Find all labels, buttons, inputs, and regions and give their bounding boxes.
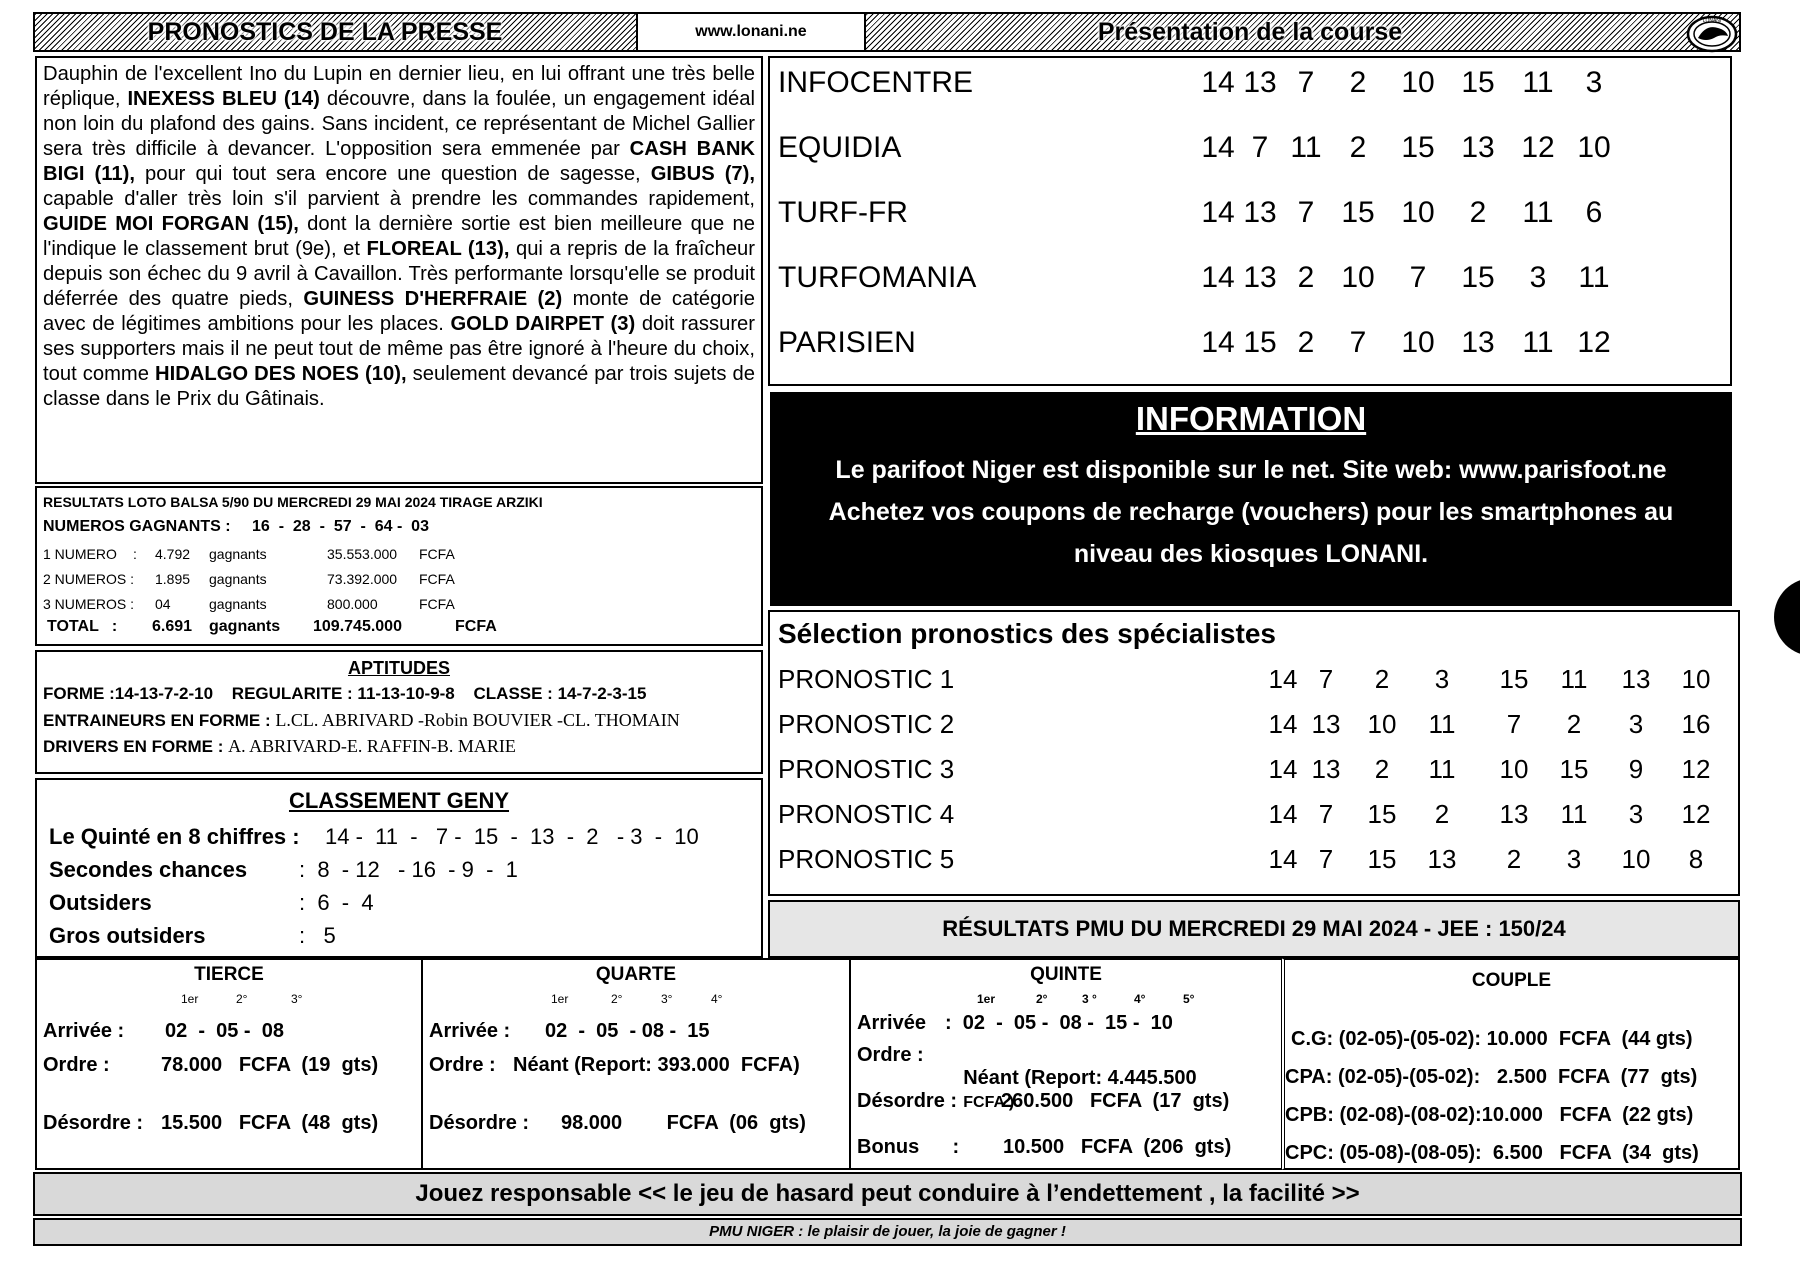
presentation-number: 2	[1297, 261, 1315, 294]
quinte-ordre-currency: FCFA )	[963, 1094, 1015, 1111]
pronostic-number: 8	[1688, 844, 1704, 874]
presentation-number: 10	[1401, 326, 1435, 359]
loto-total-amount: 109.745.000	[313, 618, 402, 635]
pronostics-segment: dont la dernière sortie est bien meilleure que ne l'indique le classement brut (9e), et	[43, 213, 755, 260]
loto-row-amount: 800.000	[327, 596, 378, 612]
pronostic-label: PRONOSTIC 1	[778, 664, 955, 694]
pronostic-number: 3	[1434, 664, 1450, 694]
quinte-rank-4: 4°	[1134, 992, 1146, 1006]
presentation-number: 11	[1522, 326, 1554, 359]
loto-row-label: 3 NUMEROS :	[43, 596, 135, 612]
pronostic-number: 2	[1374, 664, 1390, 694]
presentation-source: TURF-FR	[778, 196, 908, 229]
presentation-number: 11	[1522, 66, 1554, 99]
couple-row-cpa: CPA: (02-05)-(05-02): 2.500 FCFA (77 gts)	[1285, 1066, 1698, 1088]
loto-row-currency: FCFA	[419, 546, 455, 562]
presentation-number: 6	[1585, 196, 1603, 229]
geny-value: : 5	[299, 923, 336, 948]
pronostic-number: 16	[1681, 709, 1711, 739]
drivers-label: DRIVERS EN FORME :	[43, 737, 224, 756]
pronostic-number: 10	[1621, 844, 1651, 874]
pronostics-box	[35, 56, 763, 484]
geny-label: Outsiders	[49, 890, 152, 915]
geny-value: : 6 - 4	[299, 890, 374, 915]
tierce-title: TIERCE	[194, 964, 264, 985]
pronostic-number: 7	[1318, 844, 1334, 874]
geny-label: Secondes chances	[49, 857, 248, 882]
pronostics-segment: doit rassurer ses supporters mais il ne peut tout de même pas être ignoré à l'heure du choix, tout comme	[43, 313, 755, 385]
lonani-logo	[1686, 14, 1738, 54]
quarte-arrivee: 02 - 05 - 08 - 15	[545, 1020, 710, 1042]
loto-results-box	[35, 486, 763, 646]
horse-name: GIBUS (7),	[650, 163, 755, 185]
presentation-source: INFOCENTRE	[778, 66, 973, 99]
pronostic-number: 13	[1499, 799, 1529, 829]
geny-value: 14 - 11 - 7 - 15 - 13 - 2 - 3 - 10	[325, 824, 699, 849]
loto-total-currency: FCFA	[455, 618, 497, 635]
presentation-number: 3	[1529, 261, 1547, 294]
tierce-rank-3: 3°	[291, 992, 303, 1006]
presentation-number: 7	[1409, 261, 1427, 294]
loto-row-amount: 35.553.000	[327, 546, 398, 562]
presentation-number: 2	[1349, 66, 1367, 99]
quarte-ordre-label: Ordre :	[429, 1054, 496, 1076]
presentation-number: 2	[1469, 196, 1487, 229]
presentation-number: 11	[1290, 131, 1322, 164]
quinte-ordre-value: Néant (Report: 4.445.500	[963, 1067, 1197, 1089]
quinte-arrivee-label: Arrivée	[857, 1012, 926, 1034]
tierce-rank-1: 1er	[181, 992, 199, 1006]
header-left-title: PRONOSTICS DE LA PRESSE	[147, 18, 503, 46]
pronostic-number: 12	[1681, 754, 1711, 784]
presentation-number: 14	[1201, 196, 1235, 229]
pronostic-number: 11	[1428, 709, 1456, 739]
classe-label: CLASSE :	[473, 684, 553, 703]
quinte-title: QUINTE	[1030, 964, 1102, 985]
pronostic-number: 2	[1374, 754, 1390, 784]
pronostics-segment: capable d'aller très loin s'il parvient à prendre les commandes rapidement,	[43, 188, 755, 210]
quarte-ordre: Néant (Report: 393.000 FCFA)	[513, 1054, 800, 1076]
pronostic-number: 14	[1268, 664, 1298, 694]
pronostic-number: 10	[1499, 754, 1529, 784]
horse-name: INEXESS BLEU (14)	[127, 88, 320, 110]
couple-row-cg: C.G: (02-05)-(05-02): 10.000 FCFA (44 gts)	[1291, 1028, 1693, 1050]
quarte-rank-4: 4°	[711, 992, 723, 1006]
horse-name: GUINESS D'HERFRAIE (2)	[303, 288, 563, 310]
pronostic-number: 2	[1506, 844, 1522, 874]
tierce-rank-2: 2°	[236, 992, 248, 1006]
loto-row-currency: FCFA	[419, 571, 455, 587]
presentation-number: 10	[1577, 131, 1611, 164]
presentation-number: 2	[1297, 326, 1315, 359]
geny-value: : 8 - 12 - 16 - 9 - 1	[299, 857, 518, 882]
regularite-value: 11-13-10-9-8	[357, 684, 455, 703]
loto-row-count: 1.895	[155, 571, 191, 587]
pronostic-label: PRONOSTIC 5	[778, 844, 955, 874]
couple-row-cpc: CPC: (05-08)-(08-05): 6.500 FCFA (34 gts)	[1285, 1142, 1699, 1164]
pronostic-number: 11	[1428, 754, 1456, 784]
tierce-ordre-label: Ordre :	[43, 1054, 110, 1076]
presentation-row	[778, 196, 1722, 236]
presentation-number: 14	[1201, 261, 1235, 294]
website-box	[636, 12, 866, 52]
regularite-label: REGULARITE :	[231, 684, 353, 703]
quinte-desordre: 260.500 FCFA (17 gts)	[1001, 1090, 1230, 1112]
pronostic-number: 3	[1628, 799, 1644, 829]
loto-total-count: 6.691	[152, 618, 193, 635]
presentation-number: 13	[1243, 66, 1277, 99]
information-line-1: Le parifoot Niger est disponible sur le net. Site web: www.parisfoot.ne	[835, 456, 1667, 484]
couple-row-cpb: CPB: (02-08)-(08-02):10.000 FCFA (22 gts)	[1285, 1104, 1694, 1126]
entraineurs-label: ENTRAINEURS EN FORME :	[43, 711, 271, 730]
header-right-title: Présentation de la course	[1097, 18, 1403, 46]
quarte-desordre-label: Désordre :	[429, 1112, 530, 1134]
pronostic-number: 11	[1560, 799, 1588, 829]
information-line-2: Achetez vos coupons de recharge (vouchers) pour les smartphones au	[828, 498, 1674, 526]
pronostic-row	[778, 709, 1730, 741]
quinte-box	[849, 958, 1283, 1170]
presentation-source: EQUIDIA	[778, 131, 902, 164]
pronostic-label: PRONOSTIC 2	[778, 709, 955, 739]
responsible-gaming-text: Jouez responsable << le jeu de hasard peut conduire à l’endettement , la facilité >>	[415, 1180, 1360, 1207]
presentation-number: 15	[1461, 66, 1495, 99]
presentation-number: 13	[1461, 326, 1495, 359]
presentation-number: 14	[1201, 131, 1235, 164]
pronostic-number: 7	[1318, 664, 1334, 694]
presentation-table	[768, 56, 1732, 386]
aptitudes-box	[35, 650, 763, 774]
loto-row-count: 04	[155, 596, 171, 612]
pronostic-number: 14	[1268, 844, 1298, 874]
presentation-number: 14	[1201, 66, 1235, 99]
pronostic-row	[778, 799, 1730, 831]
loto-row-currency: FCFA	[419, 596, 455, 612]
loto-total-label: TOTAL :	[47, 618, 118, 635]
information-title: INFORMATION	[1135, 400, 1367, 437]
horse-name: HIDALGO DES NOES (10),	[155, 363, 407, 385]
presentation-number: 13	[1243, 196, 1277, 229]
quarte-arrivee-label: Arrivée :	[429, 1020, 511, 1042]
presentation-number: 10	[1401, 66, 1435, 99]
horse-name: CASH BANK BIGI (11),	[43, 138, 755, 185]
pronostic-number: 11	[1560, 664, 1588, 694]
presentation-source: TURFOMANIA	[778, 261, 977, 294]
pmu-results-title: RÉSULTATS PMU DU MERCREDI 29 MAI 2024 - JEE : 150/24	[942, 916, 1566, 941]
loto-row-label: 2 NUMEROS :	[43, 571, 135, 587]
pronostic-number: 9	[1628, 754, 1644, 784]
pronostic-number: 10	[1681, 664, 1711, 694]
pronostic-number: 13	[1621, 664, 1651, 694]
pronostic-number: 15	[1367, 799, 1397, 829]
horse-name: GUIDE MOI FORGAN (15),	[43, 213, 299, 235]
quarte-box	[421, 958, 851, 1170]
pronostics-text	[43, 62, 755, 412]
website-text: www.lonani.ne	[695, 23, 807, 40]
forme-label: FORME :	[43, 684, 115, 703]
aptitudes-line-forme	[43, 684, 646, 704]
presentation-number: 13	[1243, 261, 1277, 294]
quinte-bonus-label: Bonus :	[857, 1136, 960, 1158]
pronostic-row	[778, 844, 1730, 876]
presentation-number: 3	[1585, 66, 1603, 99]
presentation-number: 14	[1201, 326, 1235, 359]
pronostic-number: 14	[1268, 754, 1298, 784]
presentation-number: 7	[1349, 326, 1367, 359]
tierce-ordre: 78.000 FCFA (19 gts)	[161, 1054, 379, 1076]
geny-label: Le Quinté en 8 chiffres :	[49, 824, 300, 849]
pronostic-number: 7	[1318, 799, 1334, 829]
presentation-number: 11	[1578, 261, 1610, 294]
pronostics-segment: pour qui tout sera encore une question de sagesse,	[134, 163, 651, 185]
pmu-results-title-box	[768, 900, 1740, 958]
pronostic-number: 14	[1268, 799, 1298, 829]
aptitudes-line-entraineurs	[43, 710, 680, 731]
pronostic-number: 13	[1311, 709, 1341, 739]
quarte-title: QUARTE	[595, 964, 677, 985]
pronostic-number: 15	[1499, 664, 1529, 694]
geny-label: Gros outsiders	[49, 923, 206, 948]
horse-name: FLOREAL (13),	[366, 238, 510, 260]
presentation-row	[778, 261, 1722, 301]
pronostic-number: 10	[1367, 709, 1397, 739]
information-box	[770, 392, 1732, 606]
presentation-number: 10	[1341, 261, 1375, 294]
presentation-number: 12	[1521, 131, 1555, 164]
loto-row-unit: gagnants	[209, 571, 267, 587]
horse-name: GOLD DAIRPET (3)	[450, 313, 636, 335]
loto-winning-numbers: 16 - 28 - 57 - 64 - 03	[252, 518, 429, 535]
pronostics-segment: Dauphin de l'excellent Ino du Lupin en dernier lieu, en lui offrant une très belle réplique,	[43, 63, 755, 110]
pronostic-row	[778, 754, 1730, 786]
pronostic-number: 14	[1268, 709, 1298, 739]
quinte-rank-3: 3 °	[1082, 992, 1097, 1006]
drivers-value: A. ABRIVARD-E. RAFFIN-B. MARIE	[228, 736, 516, 756]
slogan-text: PMU NIGER : le plaisir de jouer, la joie de gagner !	[709, 1223, 1066, 1240]
presentation-row	[778, 66, 1722, 106]
specialists-box	[768, 610, 1740, 896]
loto-row-unit: gagnants	[209, 596, 267, 612]
couple-box	[1281, 958, 1740, 1170]
tierce-arrivee: 02 - 05 - 08	[165, 1020, 284, 1042]
pronostic-number: 13	[1311, 754, 1341, 784]
loto-title: RESULTATS LOTO BALSA 5/90 DU MERCREDI 29 MAI 2024 TIRAGE ARZIKI	[43, 494, 543, 510]
loto-row-label: 1 NUMERO	[43, 546, 117, 562]
loto-row-unit: gagnants	[209, 546, 267, 562]
pronostic-number: 2	[1566, 709, 1582, 739]
forme-value: 14-13-7-2-10	[114, 684, 214, 703]
pronostic-number: 13	[1427, 844, 1457, 874]
pronostic-number: 12	[1681, 799, 1711, 829]
specialists-title: Sélection pronostics des spécialistes	[778, 618, 1276, 649]
quarte-rank-3: 3°	[661, 992, 673, 1006]
quarte-desordre: 98.000 FCFA (06 gts)	[561, 1112, 806, 1134]
pronostic-label: PRONOSTIC 3	[778, 754, 955, 784]
slogan-bar	[33, 1218, 1742, 1246]
aptitudes-line-drivers	[43, 736, 516, 757]
presentation-number: 13	[1461, 131, 1495, 164]
loto-winning-label: NUMEROS GAGNANTS :	[43, 518, 231, 535]
pronostic-label: PRONOSTIC 4	[778, 799, 955, 829]
quinte-rank-1: 1er	[977, 992, 996, 1006]
tierce-desordre: 15.500 FCFA (48 gts)	[161, 1112, 379, 1134]
pronostics-segment: qui a repris de la fraîcheur depuis son échec du 9 avril à Cavaillon. Très performante lorsqu'elle se produit déferrée des quatre pieds,	[43, 238, 755, 310]
pronostic-row	[778, 664, 1730, 696]
presentation-row	[778, 326, 1722, 366]
presentation-number: 11	[1522, 196, 1554, 229]
pronostics-segment: seulement devancé par trois sujets de classe dans le Prix du Gâtinais.	[43, 363, 755, 410]
pronostic-number: 3	[1566, 844, 1582, 874]
pronostics-segment: découvre, dans la foulée, un engagement idéal non loin du plafond des gains. Sans incident, ce représentant de Michel Gallier sera très difficile à devancer. L'opposition sera emmenée par	[43, 88, 755, 160]
pronostic-number: 15	[1559, 754, 1589, 784]
presentation-number: 7	[1297, 196, 1315, 229]
presentation-number: 15	[1341, 196, 1375, 229]
tierce-desordre-label: Désordre :	[43, 1112, 144, 1134]
geny-title: CLASSEMENT GENY	[288, 788, 510, 813]
loto-row-colon: :	[133, 546, 137, 562]
quarte-rank-1: 1er	[551, 992, 569, 1006]
tierce-arrivee-label: Arrivée :	[43, 1020, 125, 1042]
quinte-ordre-label: Ordre :	[857, 1044, 924, 1066]
quinte-rank-5: 5°	[1183, 992, 1195, 1006]
pronostics-segment: monte de catégorie avec de légitimes ambitions pour les places.	[43, 288, 755, 335]
geny-box	[35, 778, 763, 958]
quinte-bonus: 10.500 FCFA (206 gts)	[1003, 1136, 1232, 1158]
presentation-number: 10	[1401, 196, 1435, 229]
classe-value: 14-7-2-3-15	[557, 684, 647, 703]
quinte-arrivee: : 02 - 05 - 08 - 15 - 10	[945, 1012, 1173, 1034]
responsible-gaming-banner	[33, 1172, 1742, 1216]
quinte-rank-2: 2°	[1036, 992, 1048, 1006]
pronostic-number: 7	[1506, 709, 1522, 739]
pronostic-number: 2	[1434, 799, 1450, 829]
logo-text: LONANI	[1702, 18, 1722, 24]
presentation-number: 15	[1461, 261, 1495, 294]
presentation-source: PARISIEN	[778, 326, 916, 359]
presentation-number: 2	[1349, 131, 1367, 164]
pronostic-number: 3	[1628, 709, 1644, 739]
presentation-number: 12	[1577, 326, 1611, 359]
couple-title: COUPLE	[1471, 970, 1552, 991]
edge-tab	[1774, 578, 1800, 656]
presentation-row	[778, 131, 1722, 171]
presentation-number: 7	[1251, 131, 1269, 164]
quarte-rank-2: 2°	[611, 992, 623, 1006]
aptitudes-title: APTITUDES	[347, 658, 450, 678]
loto-total-unit: gagnants	[209, 618, 281, 635]
presentation-number: 15	[1401, 131, 1435, 164]
presentation-number: 7	[1297, 66, 1315, 99]
entraineurs-value: L.CL. ABRIVARD -Robin BOUVIER -CL. THOMAIN	[275, 710, 680, 730]
pronostic-number: 15	[1367, 844, 1397, 874]
quinte-desordre-label: Désordre :	[857, 1090, 958, 1112]
presentation-number: 15	[1243, 326, 1277, 359]
loto-row-count: 4.792	[155, 546, 191, 562]
tierce-box	[35, 958, 423, 1170]
information-line-3: niveau des kiosques LONANI.	[1073, 540, 1429, 568]
loto-row-amount: 73.392.000	[327, 571, 398, 587]
